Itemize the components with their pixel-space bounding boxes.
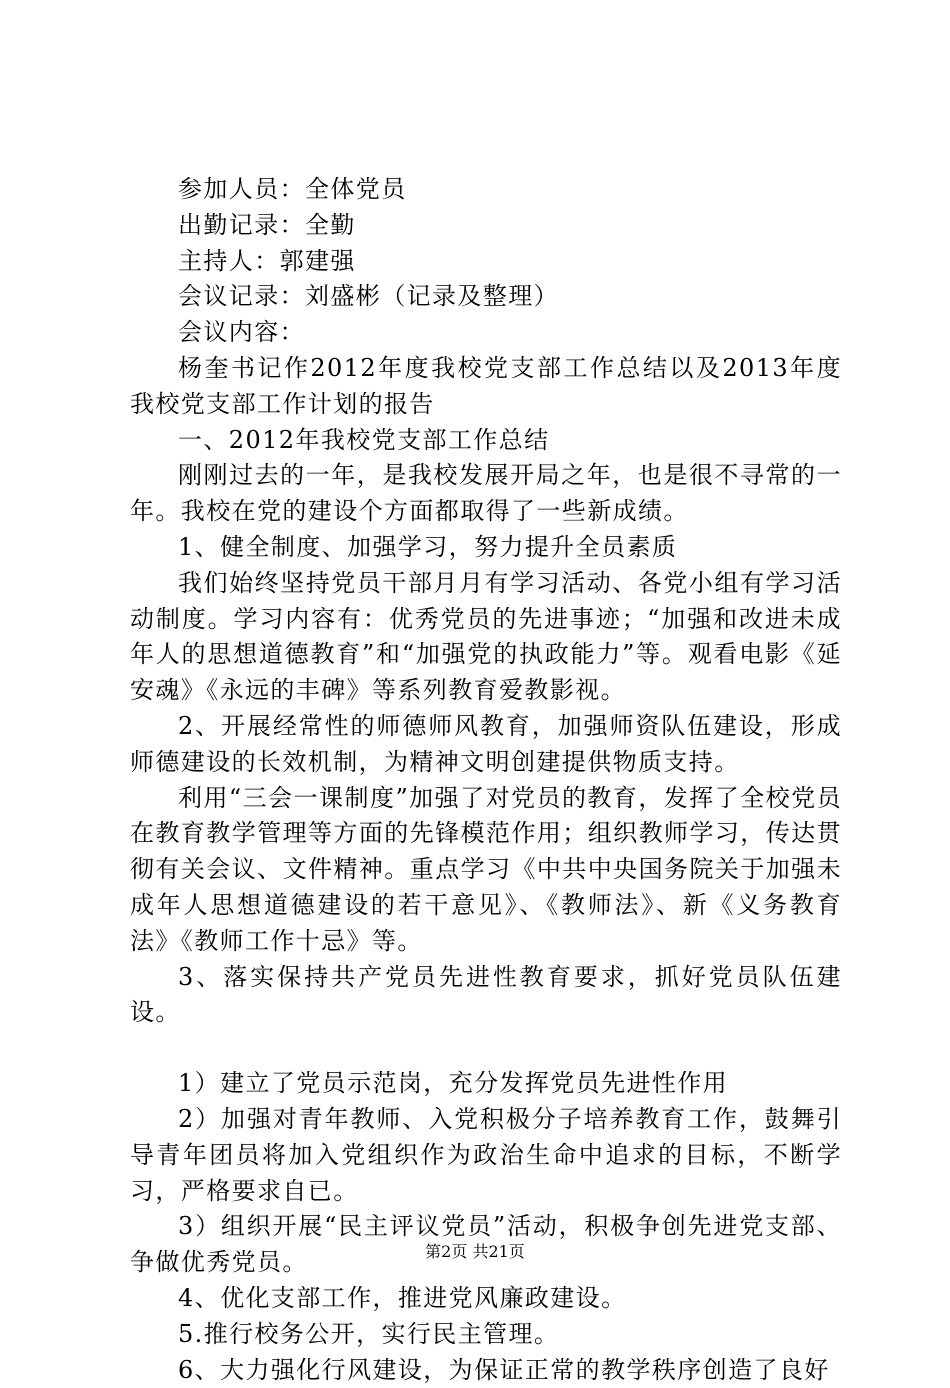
paragraph: 刚刚过去的一年，是我校发展开局之年，也是很不寻常的一年。我校在党的建设个方面都取得了一些新成绩。	[130, 458, 842, 530]
paragraph: 6、大力强化行风建设，为保证正常的教学秩序创造了良好	[130, 1353, 842, 1388]
paragraph: 3、落实保持共产党员先进性教育要求，抓好党员队伍建设。	[130, 960, 842, 1032]
paragraph: 利用“三会一课制度”加强了对党员的教育，发挥了全校党员在教育教学管理等方面的先锋模范作用；组织教师学习，传达贯彻有关会议、文件精神。重点学习《中共中央国务院关于加强未成年人思想道德建设的若干意见》、《教师法》、新《义务教育法》《教师工作十忌》等。	[130, 781, 842, 960]
paragraph: 1、健全制度、加强学习，努力提升全员素质	[130, 530, 842, 566]
paragraph: 主持人：郭建强	[130, 244, 842, 280]
paragraph: 2、开展经常性的师德师风教育，加强师资队伍建设，形成师德建设的长效机制，为精神文明创建提供物质支持。	[130, 709, 842, 781]
document-body	[130, 172, 842, 1388]
paragraph: 杨奎书记作2012年度我校党支部工作总结以及2013年度我校党支部工作计划的报告	[130, 351, 842, 423]
paragraph: 5.推行校务公开，实行民主管理。	[130, 1317, 842, 1353]
paragraph: 我们始终坚持党员干部月月有学习活动、各党小组有学习活动制度。学习内容有：优秀党员的先进事迹；“加强和改进未成年人的思想道德教育”和“加强党的执政能力”等。观看电影《延安魂》《永远的丰碑》等系列教育爱教影视。	[130, 566, 842, 709]
paragraph: 3）组织开展“民主评议党员”活动，积极争创先进党支部、争做优秀党员。	[130, 1209, 842, 1281]
paragraph: 4、优化支部工作，推进党风廉政建设。	[130, 1281, 842, 1317]
paragraph: 参加人员：全体党员	[130, 172, 842, 208]
page-footer: 第2页 共21页	[0, 1242, 950, 1262]
paragraph: 1）建立了党员示范岗，充分发挥党员先进性作用	[130, 1066, 842, 1102]
blank-line	[130, 1031, 842, 1066]
paragraph: 会议记录：刘盛彬（记录及整理）	[130, 279, 842, 315]
paragraph: 2）加强对青年教师、入党积极分子培养教育工作，鼓舞引导青年团员将加入党组织作为政治生命中追求的目标，不断学习，严格要求自已。	[130, 1102, 842, 1209]
paragraph: 出勤记录：全勤	[130, 208, 842, 244]
paragraph: 一、2012年我校党支部工作总结	[130, 423, 842, 459]
paragraph: 会议内容：	[130, 315, 842, 351]
